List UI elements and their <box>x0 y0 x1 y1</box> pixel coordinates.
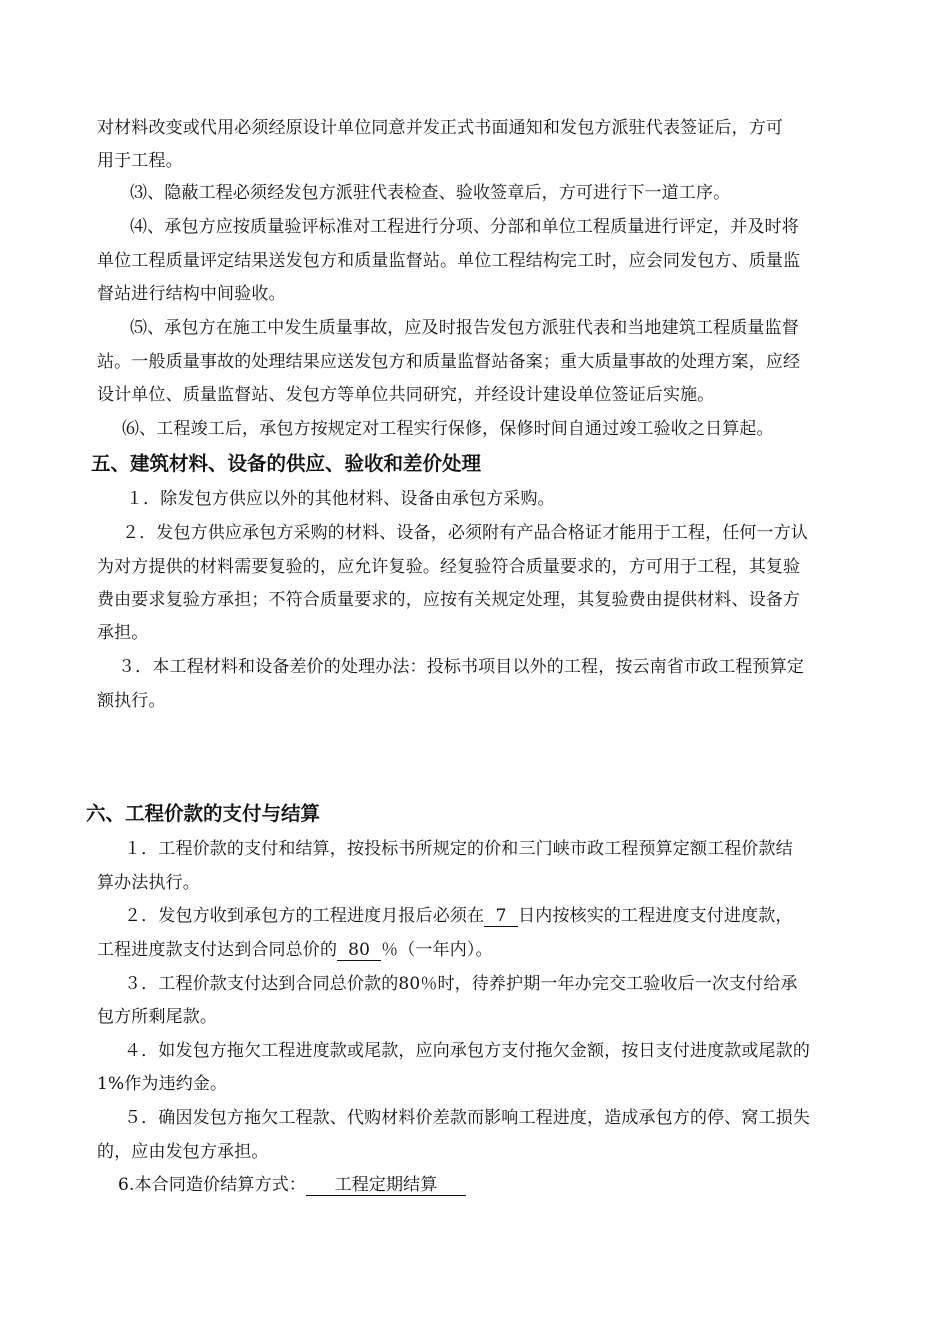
paragraph-line: 的，应由发包方承担。 <box>97 1142 269 1162</box>
section-6-item-5: ５．确因发包方拖欠工程款、代购材料价差款而影响工程进度，造成承包方的停、窝工损失 <box>124 1108 810 1128</box>
paragraph-line: 1%作为违约金。 <box>97 1074 228 1094</box>
section-6-item-2 <box>124 905 793 927</box>
paragraph-line: 为对方提供的材料需要复验的，应允许复验。经复验符合质量要求的，方可用于工程，其复验 <box>97 557 801 577</box>
section-6-item-6 <box>118 1174 466 1196</box>
section-6-heading: 六、工程价款的支付与结算 <box>86 802 321 825</box>
section-6-item-3: ３．工程价款支付达到合同总价款的80％时，待养护期一年办完交工验收后一次支付给承 <box>124 974 798 994</box>
item-2b-text-before: 工程进度款支付达到合同总价的 <box>97 940 338 960</box>
paragraph-line: 单位工程质量评定结果送发包方和质量监督站。单位工程结构完工时，应会同发包方、质量监 <box>97 251 801 271</box>
section-6-item-2-cont <box>97 939 493 961</box>
clause-3: ⑶、隐蔽工程必须经发包方派驻代表检查、验收签章后，方可进行下一道工序。 <box>130 183 731 203</box>
paragraph-line: 设计单位、质量监督站、发包方等单位共同研究，并经设计建设单位签证后实施。 <box>97 385 715 405</box>
paragraph-line: 额执行。 <box>97 691 166 711</box>
section-5-item-1: １．除发包方供应以外的其他材料、设备由承包方采购。 <box>126 489 555 509</box>
settlement-method-field: 工程定期结算 <box>306 1175 466 1196</box>
paragraph-line: 包方所剩尾款。 <box>97 1007 218 1027</box>
paragraph-line: 承担。 <box>97 623 149 643</box>
item-2-text-after: 日内按核实的工程进度支付进度款， <box>518 906 793 926</box>
payment-days-field: 7 <box>484 906 518 927</box>
section-6-item-1: １．工程价款的支付和结算，按投标书所规定的价和三门峡市政工程预算定额工程价款结 <box>124 839 793 859</box>
clause-6: ⑹、工程竣工后，承包方按规定对工程实行保修，保修时间自通过竣工验收之日算起。 <box>122 419 774 439</box>
paragraph-line: 费由要求复验方承担；不符合质量要求的，应按有关规定处理，其复验费由提供材料、设备方 <box>97 590 801 610</box>
section-6-item-4: ４．如发包方拖欠工程进度款或尾款，应向承包方支付拖欠金额，按日支付进度款或尾款的 <box>124 1041 810 1061</box>
paragraph-line: 用于工程。 <box>97 151 183 171</box>
paragraph-line: 对材料改变或代用必须经原设计单位同意并发正式书面通知和发包方派驻代表签证后，方可 <box>97 118 783 138</box>
settlement-method-label: 6.本合同造价结算方式： <box>118 1175 307 1195</box>
section-5-item-3: ３．本工程材料和设备差价的处理办法：投标书项目以外的工程，按云南省市政工程预算定 <box>118 657 804 677</box>
paragraph-line: 站。一般质量事故的处理结果应送发包方和质量监督站备案；重大质量事故的处理方案，应经 <box>97 352 801 372</box>
item-2-text-before: ２．发包方收到承包方的工程进度月报后必须在 <box>124 906 485 926</box>
clause-4: ⑷、承包方应按质量验评标准对工程进行分项、分部和单位工程质量进行评定，并及时将 <box>130 217 799 237</box>
payment-percent-field: 80 <box>337 940 381 961</box>
section-5-heading: 五、建筑材料、设备的供应、验收和差价处理 <box>91 452 482 475</box>
paragraph-line: 督站进行结构中间验收。 <box>97 284 286 304</box>
item-2b-text-after: ％（一年内）。 <box>381 940 493 960</box>
section-5-item-2: ２．发包方供应承包方采购的材料、设备，必须附有产品合格证才能用于工程，任何一方认 <box>122 523 808 543</box>
clause-5: ⑸、承包方在施工中发生质量事故，应及时报告发包方派驻代表和当地建筑工程质量监督 <box>130 318 799 338</box>
paragraph-line: 算办法执行。 <box>97 873 200 893</box>
